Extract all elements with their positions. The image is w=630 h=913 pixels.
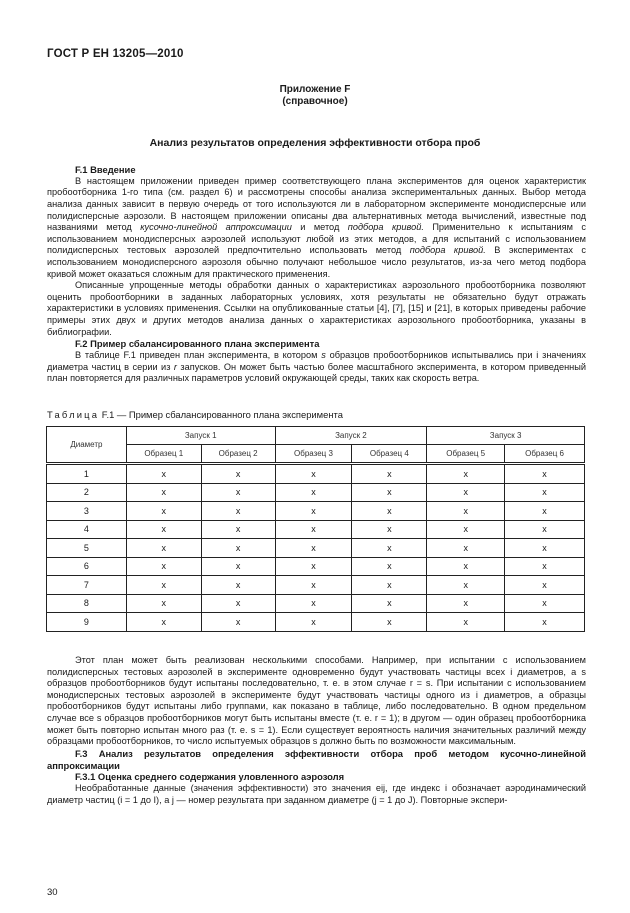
sample-cell: x [505,594,585,613]
sample-cell: x [275,557,352,576]
sample-cell: x [427,594,505,613]
table-row [47,557,585,576]
italic-term: подбора кривой. [347,222,424,233]
sample-cell: x [201,613,275,632]
sample-cell: x [505,539,585,558]
sample-cell: x [352,464,427,484]
italic-term: кусочно-линейной аппроксимации [140,222,292,233]
variable-s: s [321,349,326,360]
text-run: образцов пробоотборников испытывались при i значениях диаметра частиц в серии из [47,349,586,372]
diameter-cell: 9 [47,613,127,632]
italic-term: подбора кривой. [409,245,486,256]
sample-cell: x [275,576,352,595]
page-number: 30 [47,887,58,898]
sample-cell: x [126,613,201,632]
sample-cell: x [427,539,505,558]
sample-cell: x [505,576,585,595]
sample-cell: x [352,613,427,632]
sample-cell: x [126,502,201,521]
caption-text: F.1 — Пример сбалансированного плана эксперимента [99,409,343,420]
main-title: Анализ результатов определения эффективности отбора проб [149,137,481,149]
text-run: В экспериментах с использованием монодисперсного аэрозоля обычно получают небольшое число результатов, из-за чего метод подбора кривой может оказаться сложным для практического применения. [47,245,586,279]
section-heading-f3-1: F.3.1 Оценка среднего содержания уловленного аэрозоля [75,771,345,783]
sample-cell: x [352,520,427,539]
column-header-sample: Образец 4 [352,445,427,464]
table-row [47,464,585,484]
sample-cell: x [505,502,585,521]
column-header-sample: Образец 6 [505,445,585,464]
section-heading-f1: F.1 Введение [75,164,136,175]
column-header-run: Запуск 2 [275,427,427,445]
diameter-cell: 3 [47,502,127,521]
section-f1-f2 [47,164,586,385]
sample-cell: x [201,483,275,502]
experiment-plan-table [46,426,585,632]
diameter-cell: 1 [47,464,127,484]
text-run: В таблице F.1 приведен план эксперимента, в котором [75,349,322,360]
column-header-run: Запуск 3 [427,427,585,445]
annex-title: Приложение F [279,84,351,95]
column-header-sample: Образец 2 [201,445,275,464]
text-run: запусков. Он может быть частью более масштабного эксперимента, в котором приведенный план повторяется для различных параметров условий окружающей среды, таких как скорость ветра. [47,361,586,384]
text-run: В настоящем приложении приведен пример соответствующего плана экспериментов для оценок характеристик пробоотборника 1-го типа (см. раздел 6) и рассмотрены способы анализа экспериментальных данных. Выбор метода анализа данных зависит в первую очередь от того используются ли в лабораторном эксперименте монодисперсные или полидисперсные аэрозоли. В настоящем приложении описаны два альтернативных метода вычислений, известные под названиями метод [47,175,586,233]
diameter-cell: 5 [47,539,127,558]
sample-cell: x [275,464,352,484]
column-header-sample: Образец 1 [126,445,201,464]
sample-cell: x [275,502,352,521]
sample-cell: x [201,594,275,613]
table-body [47,464,585,632]
variable-r: r [173,361,177,372]
diameter-cell: 8 [47,594,127,613]
sample-cell: x [275,613,352,632]
table-row [47,613,585,632]
sample-cell: x [275,520,352,539]
table-row [47,594,585,613]
column-header-sample: Образец 5 [427,445,505,464]
sample-cell: x [275,483,352,502]
table-caption [47,409,343,420]
column-header-diameter: Диаметр [47,427,127,464]
sample-cell: x [505,464,585,484]
table-row [47,576,585,595]
sample-cell: x [126,576,201,595]
sample-cell: x [352,502,427,521]
text-run: Применительно к испытаниям с использованием монодисперсных аэрозолей используют любой из этих методов, а для испытаний с использованием полидисперсных тестовых аэрозолей предпочтительно использовать метод [47,222,586,256]
paragraph: Необработанные данные (значения эффективности) это значения eij, где индекс i обозначает аэродинамический диаметр частиц (i = 1 до I), а j — номер результата при заданном диаметре (j = 1 до J). Повторные экспери- [47,783,586,805]
sample-cell: x [126,520,201,539]
sample-cell: x [201,539,275,558]
table-row [47,520,585,539]
standard-code: ГОСТ Р ЕН 13205—2010 [47,48,184,60]
sample-cell: x [352,594,427,613]
sample-cell: x [201,557,275,576]
sample-cell: x [427,613,505,632]
diameter-cell: 4 [47,520,127,539]
paragraph [47,176,586,280]
section-heading-f3: F.3 Анализ результатов определения эффективности отбора проб методом кусочно-линейной аппроксимации [47,747,586,771]
annex-type: (справочное) [282,96,348,107]
table-row [47,539,585,558]
sample-cell: x [126,557,201,576]
section-heading-f2: F.2 Пример сбалансированного плана эксперимента [75,338,320,350]
sample-cell: x [201,464,275,484]
sample-cell: x [126,594,201,613]
paragraph [47,350,586,385]
sample-cell: x [505,557,585,576]
caption-prefix: Таблица [47,409,100,420]
section-f3 [47,655,586,806]
sample-cell: x [427,576,505,595]
paragraph: Этот план может быть реализован несколькими способами. Например, при испытании с использованием полидисперсных тестовых аэрозолей в эксперименте одновременно будут участвовать частицы всех i диаметров, а s образцов пробоотборников будут испытаны последовательно, т. е. в этом случае r = s. При испытании с использованием монодисперсных тестовых аэрозолей в эксперименте будут участвовать частицы одного из i диаметров, а образцы пробоотборников будут испытаны либо группами, как показано в таблице, либо последовательно. В одном предельном случае все s образцов пробоотборников могут быть испытаны вместе (т. е. r = 1); в другом — один образец пробоотборника может быть повторно испытан много раз (т. е. s = 1). Если существует вероятность наличия значительных различий между образцами пробоотборников, то число испытуемых образцов s должно быть по возможности максимальным. [47,655,586,747]
sample-cell: x [275,539,352,558]
sample-cell: x [201,520,275,539]
sample-cell: x [505,520,585,539]
sample-cell: x [126,539,201,558]
sample-cell: x [352,576,427,595]
table-row [47,502,585,521]
sample-cell: x [352,557,427,576]
sample-cell: x [505,483,585,502]
paragraph: Описанные упрощенные методы обработки данных о характеристиках аэрозольного пробоотборника позволяют оценить пробоотборники в заданных лабораторных условиях, хотя результаты не обязательно будут отражать характеристики в условиях применения. Ссылки на опубликованные статьи [4], [7], [15] и [21], в которых приведены рабочие примеры этих двух и других методов анализа данных о характеристиках аэрозольного пробоотборника, указаны в библиографии. [47,280,586,337]
sample-cell: x [427,483,505,502]
diameter-cell: 6 [47,557,127,576]
column-header-run: Запуск 1 [126,427,275,445]
sample-cell: x [427,520,505,539]
diameter-cell: 7 [47,576,127,595]
sample-cell: x [126,464,201,484]
text-run: и метод [291,222,348,233]
diameter-cell: 2 [47,483,127,502]
sample-cell: x [352,483,427,502]
sample-cell: x [126,483,201,502]
sample-cell: x [427,557,505,576]
sample-cell: x [427,502,505,521]
table-row [47,483,585,502]
sample-cell: x [201,576,275,595]
sample-cell: x [275,594,352,613]
sample-cell: x [201,502,275,521]
sample-cell: x [427,464,505,484]
column-header-sample: Образец 3 [275,445,352,464]
sample-cell: x [352,539,427,558]
sample-cell: x [505,613,585,632]
